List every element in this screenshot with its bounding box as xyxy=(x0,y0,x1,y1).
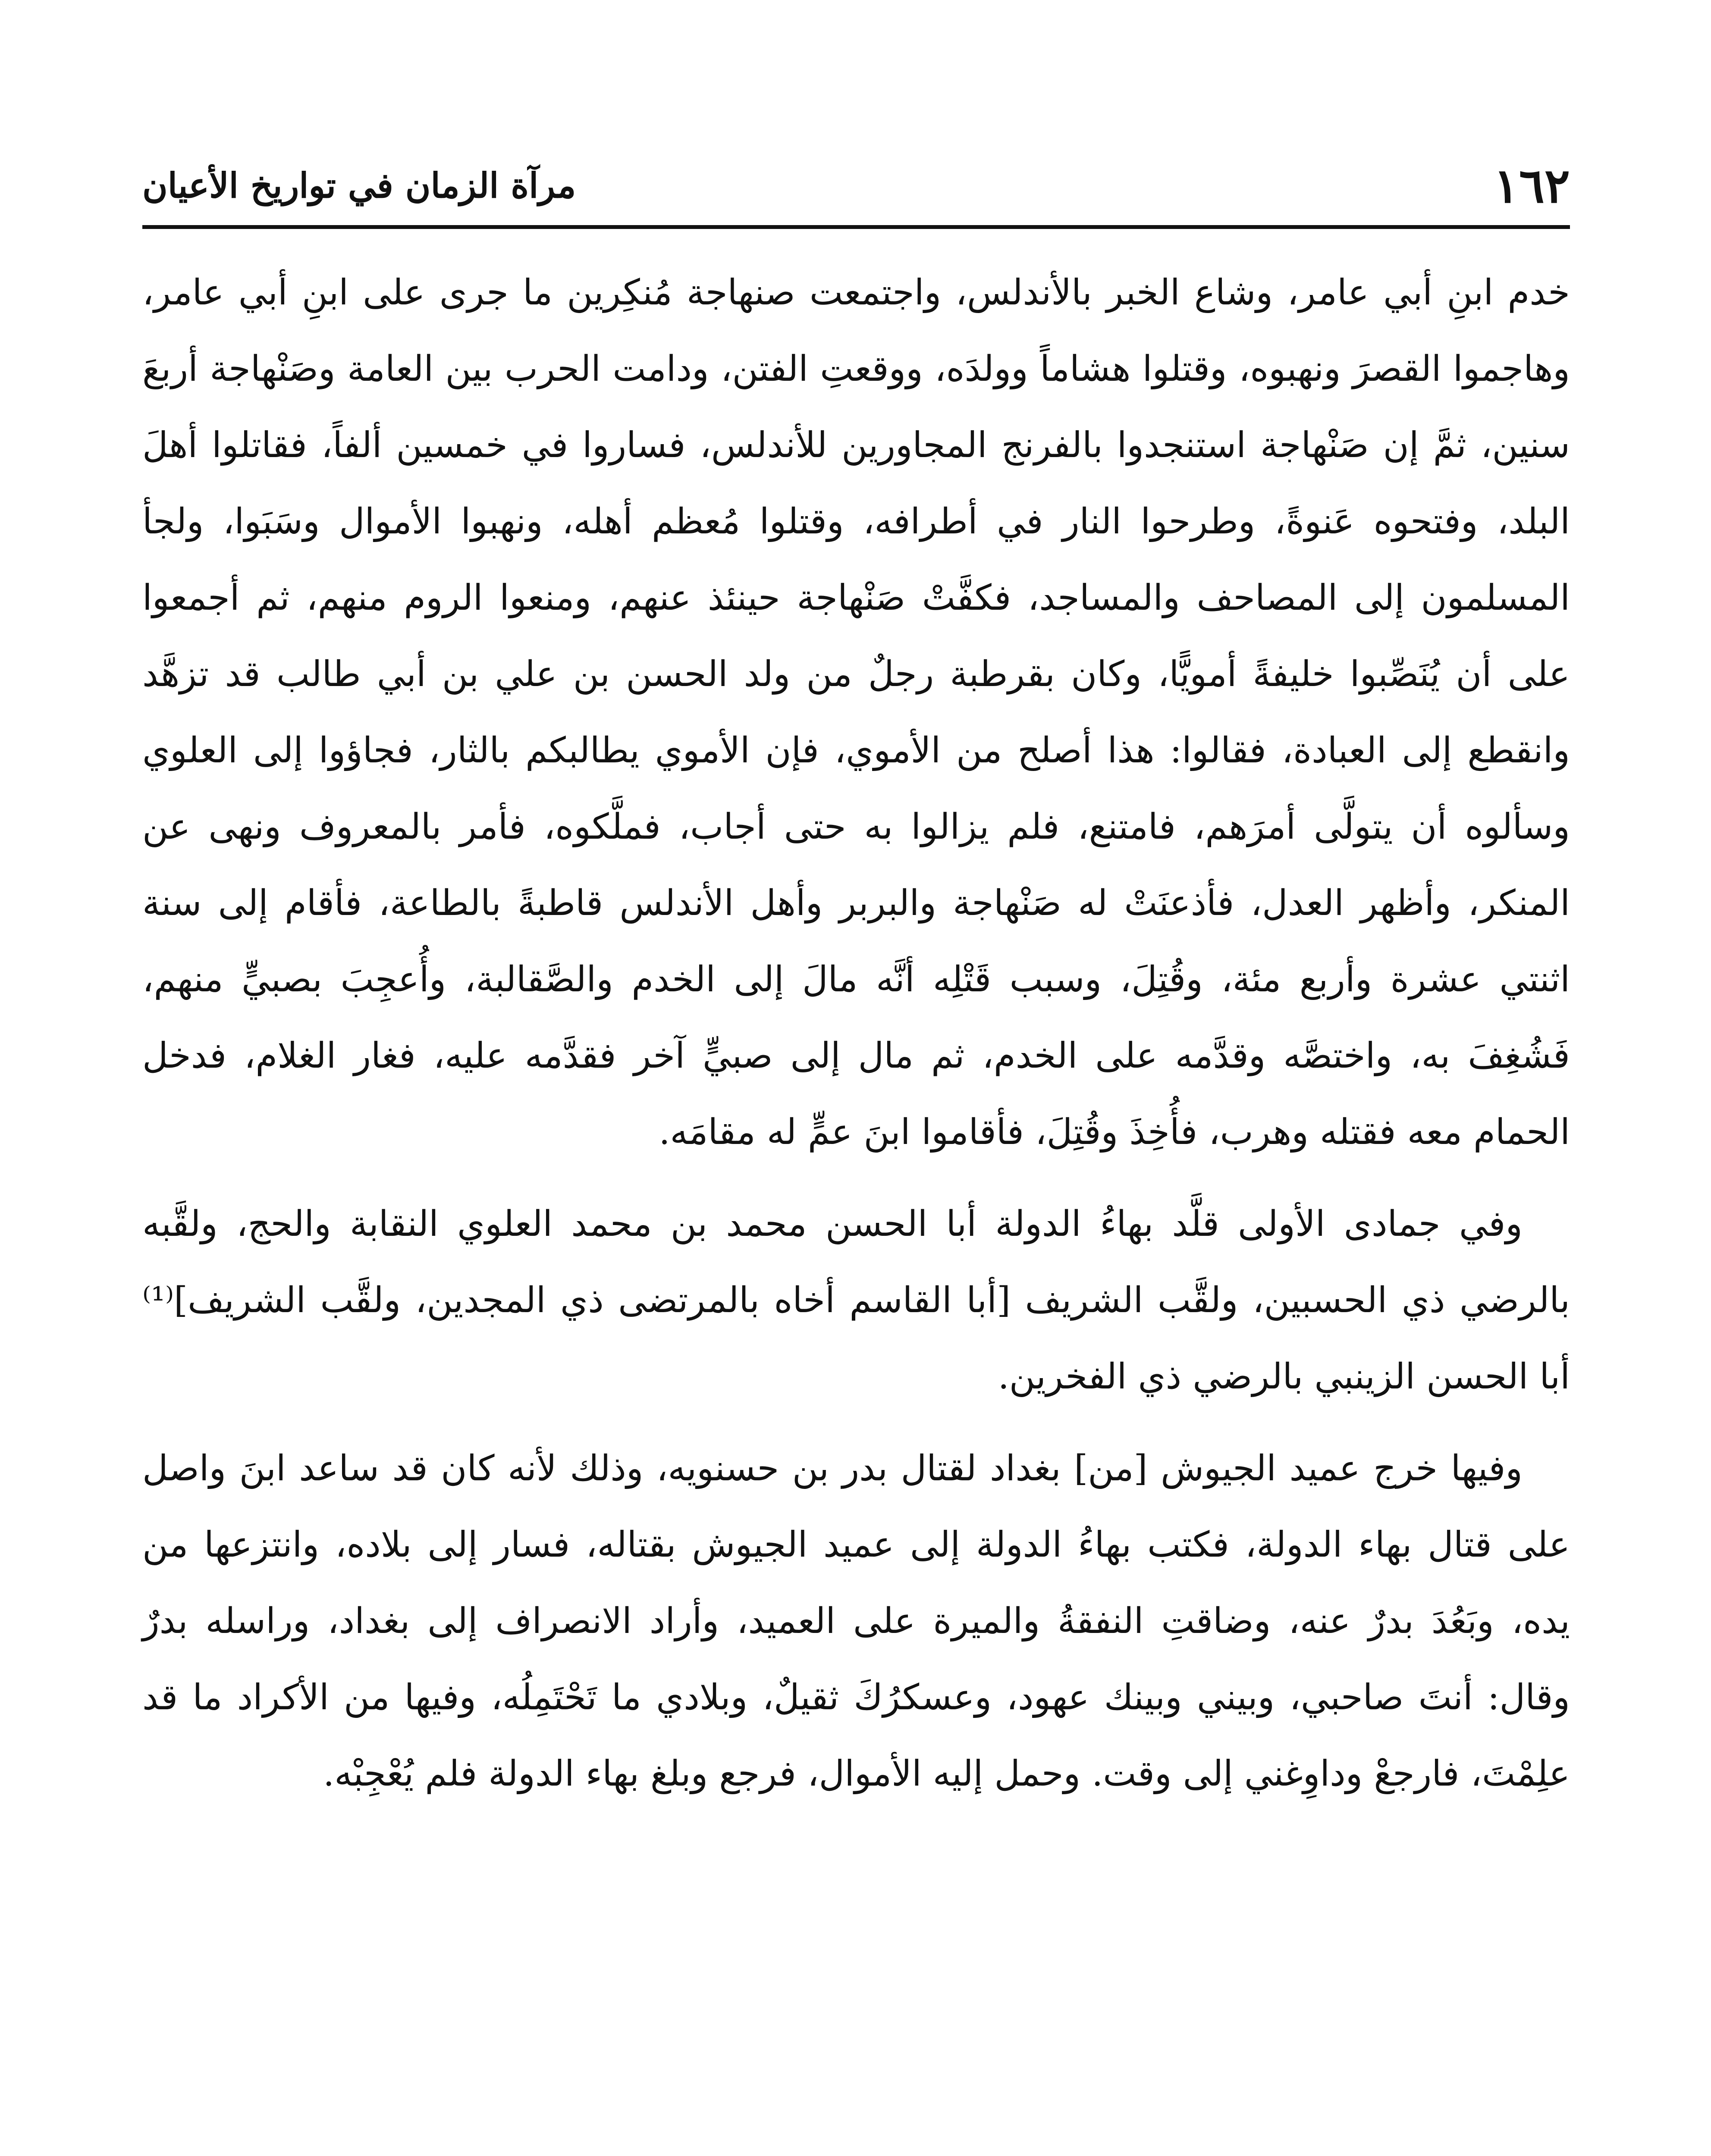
paragraph-jumada: وفي جمادى الأولى قلَّد بهاءُ الدولة أبا الحسن محمد بن محمد العلوي النقابة والحج، ولقَّبه بالرضي ذي الحسبين، ولقَّب الشريف [أبا القاسم أخاه بالمرتضى ذي المجدين، ولقَّب الشريف]⁽¹⁾ أبا الحسن الزينبي بالرضي ذي الفخرين. xyxy=(142,1203,1570,1397)
page-number: ١٦٢ xyxy=(1493,157,1570,213)
running-header xyxy=(142,147,1570,224)
paragraph-amid-al-juyush: وفيها خرج عميد الجيوش [من] بغداد لقتال بدر بن حسنويه، وذلك لأنه كان قد ساعد ابنَ واصل على قتال بهاء الدولة، فكتب بهاءُ الدولة إلى عميد الجيوش بقتاله، فسار إلى بلاده، وانتزعها من يده، وبَعُدَ بدرٌ عنه، وضاقتِ النفقةُ والميرة على العميد، وأراد الانصراف إلى بغداد، وراسله بدرٌ وقال: أنتَ صاحبي، وبيني وبينك عهود، وعسكرُكَ ثقيلٌ، وبلادي ما تَحْتَمِلُه، وفيها من الأكراد ما قد علِمْتَ، فارجعْ وداوِغني إلى وقت. وحمل إليه الأموال، فرجع وبلغ بهاء الدولة فلم يُعْجِبْه. xyxy=(142,1448,1570,1794)
header-rule xyxy=(142,225,1570,229)
main-text xyxy=(142,254,1570,1812)
paragraph-continuation: خدم ابنِ أبي عامر، وشاع الخبر بالأندلس، واجتمعت صنهاجة مُنكِرين ما جرى على ابنِ أبي عامر، وهاجموا القصرَ ونهبوه، وقتلوا هشاماً وولدَه، ووقعتِ الفتن، ودامت الحرب بين العامة وصَنْهاجة أربعَ سنين، ثمَّ إن صَنْهاجة استنجدوا بالفرنج المجاورين للأندلس، فساروا في خمسين ألفاً، فقاتلوا أهلَ البلد، وفتحوه عَنوةً، وطرحوا النار في أطرافه، وقتلوا مُعظم أهله، ونهبوا الأموال وسَبَوا، ولجأ المسلمون إلى المصاحف والمساجد، فكفَّتْ صَنْهاجة حينئذ عنهم، ومنعوا الروم منهم، ثم أجمعوا على أن يُنَصِّبوا خليفةً أمويًّا، وكان بقرطبة رجلٌ من ولد الحسن بن علي بن أبي طالب قد تزهَّد وانقطع إلى العبادة، فقالوا: هذا أصلح من الأموي، فإن الأموي يطالبكم بالثار، فجاؤوا إلى العلوي وسألوه أن يتولَّى أمرَهم، فامتنع، فلم يزالوا به حتى أجاب، فملَّكوه، فأمر بالمعروف ونهى عن المنكر، وأظهر العدل، فأذعنَتْ له صَنْهاجة والبربر وأهل الأندلس قاطبةً بالطاعة، فأقام إلى سنة اثنتي عشرة وأربع مئة، وقُتِلَ، وسبب قَتْلِه أنَّه مالَ إلى الخدم والصَّقالبة، وأُعجِبَ بصبيٍّ منهم، فَشُغِفَ به، واختصَّه وقدَّمه على الخدم، ثم مال إلى صبيٍّ آخر فقدَّمه عليه، فغار الغلام، فدخل الحمام معه فقتله وهرب، فأُخِذَ وقُتِلَ، فأقاموا ابنَ عمٍّ له مقامَه. xyxy=(142,272,1570,1153)
book-title: مرآة الزمان في تواريخ الأعيان xyxy=(142,165,576,206)
